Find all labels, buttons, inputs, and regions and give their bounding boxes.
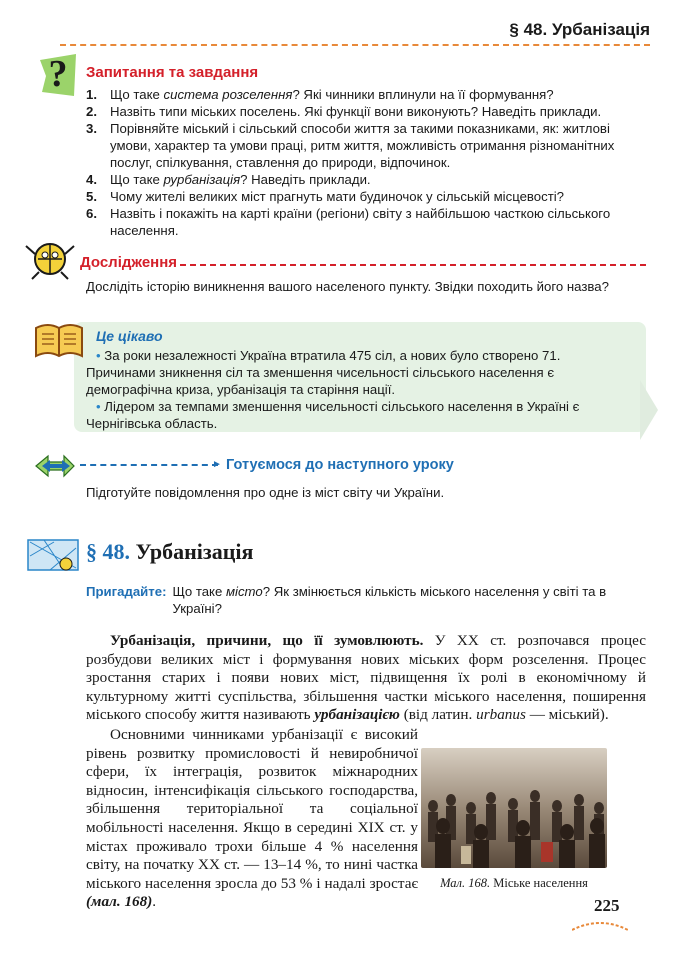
recall-label: Пригадайте: bbox=[86, 584, 167, 599]
list-item bbox=[86, 120, 646, 171]
body-paragraph: Урбанізація, причини, що її зумовлюють. У XX ст. розпочався процес розбудови великих міст і формування нових міських форм розселення. Процес зростання старих і появи нових міст, підвищення їх ролі в економічному й культурному житті суспільства, збільшення частки міського населення, поширення міського способу життя називають урбанізацією (від латин. urbanus — міський). bbox=[86, 632, 646, 724]
list-item bbox=[86, 103, 646, 120]
arrow-head-icon: ► bbox=[212, 459, 222, 470]
item-text: Що таке система розселення? Які чинники вплинули на її формування? bbox=[110, 87, 554, 102]
list-item: • Лідером за темпами зменшення чисельності сільського населення в Україні є Чернігівська область. bbox=[86, 399, 580, 431]
section-ornament-icon bbox=[24, 534, 80, 574]
double-arrow-icon bbox=[34, 452, 76, 480]
list-item bbox=[86, 188, 646, 205]
running-title: § 48. Урбанізація bbox=[509, 20, 650, 39]
prep-text: Підготуйте повідомлення про одне із міст світу чи України. bbox=[86, 485, 445, 500]
svg-text:?: ? bbox=[48, 53, 68, 95]
list-item bbox=[86, 86, 646, 103]
research-divider bbox=[180, 264, 646, 266]
open-book-icon bbox=[34, 322, 84, 360]
prep-title: Готуємося до наступного уроку bbox=[226, 457, 454, 473]
section-heading bbox=[86, 539, 253, 565]
question-mark-icon bbox=[36, 52, 80, 98]
item-number: 6. bbox=[86, 206, 97, 221]
list-item: • За роки незалежності Україна втратила 475 сіл, а нових було створено 71. Причинами зникнення сіл та зменшення чисельності сільського населення є демографічна криза, урбанізація та старіння нації. bbox=[86, 348, 561, 397]
page-corner-ornament bbox=[640, 380, 658, 440]
recall-text: Що таке місто? Як змінюється кількість міського населення у світі та в Україні? bbox=[172, 584, 607, 616]
item-text: Назвіть типи міських поселень. Які функції вони виконують? Наведіть приклади. bbox=[110, 104, 602, 119]
questions-title: Запитання та завдання bbox=[86, 64, 259, 81]
questions-list bbox=[86, 86, 646, 239]
item-number: 3. bbox=[86, 121, 97, 136]
research-globe-icon bbox=[24, 238, 76, 280]
facts-list bbox=[86, 347, 632, 432]
item-number: 4. bbox=[86, 172, 97, 187]
section-number: § 48. bbox=[86, 539, 130, 564]
research-text: Дослідіть історію виникнення вашого населеного пункту. Звідки походить його назва? bbox=[86, 279, 609, 294]
item-number: 2. bbox=[86, 104, 97, 119]
header-divider bbox=[60, 44, 650, 46]
item-text: Назвіть і покажіть на карті країни (регіони) світу з найбільшою часткою сільського населення. bbox=[110, 206, 611, 238]
prep-divider bbox=[80, 464, 218, 466]
crowd-photo bbox=[421, 748, 607, 868]
item-text: Що таке рурбанізація? Наведіть приклади. bbox=[110, 172, 371, 187]
item-text: Порівняйте міський і сільський способи життя за такими показниками, як: житлові умови, характер та умови праці, ритм життя, можливість отримання різноманітних послуг, спілкування, ставлення до природи, відпочинок. bbox=[110, 121, 615, 170]
figure-caption: Мал. 168. Міське населення bbox=[440, 876, 588, 890]
item-number: 5. bbox=[86, 189, 97, 204]
facts-title: Це цікаво bbox=[96, 328, 163, 344]
section-title: Урбанізація bbox=[135, 539, 254, 564]
item-text: Чому жителі великих міст прагнуть мати будиночок у сільській місцевості? bbox=[110, 189, 565, 204]
list-item bbox=[86, 171, 646, 188]
page-number: 225 bbox=[594, 896, 620, 915]
body-paragraph: Основними чинниками урбанізації є високий рівень розвитку промисловості й невиробничої сфери, їх інтеграція, розвиток міжнародних відносин, інтенсифікація сільського господарства, збільшення територіальної та соціальної мобільності населення. Якщо в середині XIX ст. у містах проживало трохи більше 4 % населення світу, на початку XX ст. — 13–14 %, то нині частка міського населення зросла до 53 % і надалі зростає (мал. 168). bbox=[86, 726, 418, 911]
recall-prompt bbox=[86, 583, 646, 617]
research-title: Дослідження bbox=[80, 254, 178, 271]
list-item bbox=[86, 205, 646, 239]
item-number: 1. bbox=[86, 87, 97, 102]
